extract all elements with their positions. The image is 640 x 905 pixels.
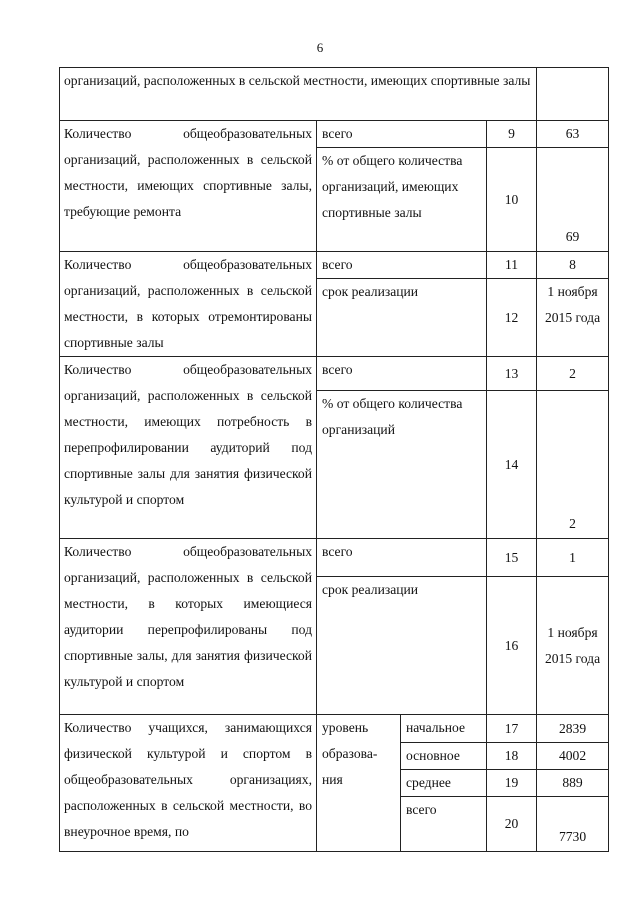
sub-label: начальное [401,715,487,743]
row-label: всего [317,252,487,279]
row-number: 20 [487,797,537,852]
row-value: 1 [537,539,609,577]
row-value: 2 [537,357,609,391]
row-number: 12 [487,279,537,357]
row-number: 9 [487,121,537,148]
row-description: Количество общеобразовательных организаций, расположенных в сельской местности, имеющих потребность в перепрофилировании аудиторий под спортивные залы для занятия физической культурой и спортом [60,357,317,539]
row-description: Количество общеобразовательных организаций, расположенных в сельской местности, в которых имеющиеся аудитории перепрофилированы под спортивные залы, для занятия физической культурой и спортом [60,539,317,715]
row-value: 889 [537,770,609,797]
row-value: 2839 [537,715,609,743]
row-description: Количество общеобразовательных организаций, расположенных в сельской местности, в которых отремонтированы спортивные залы [60,252,317,357]
row-description: Количество учащихся, занимающихся физической культурой и спортом в общеобразовательных организациях, расположенных в сельской местности, во внеурочное время, по [60,715,317,852]
row-number: 16 [487,577,537,715]
table-row [60,121,609,148]
sub-label: основное [401,743,487,770]
row-number: 18 [487,743,537,770]
row-description: Количество общеобразовательных организаций, расположенных в сельской местности, имеющих спортивные залы, требующие ремонта [60,121,317,252]
row-value: 63 [537,121,609,148]
row-number: 19 [487,770,537,797]
row-number: 15 [487,539,537,577]
row-label: всего [317,121,487,148]
row-label: срок реализации [317,577,487,715]
row-label: всего [317,357,487,391]
row-value: 8 [537,252,609,279]
row-label: срок реализации [317,279,487,357]
row-value: 69 [537,148,609,252]
row-value: 2 [537,391,609,539]
value-cell [537,68,609,121]
row-label: всего [317,539,487,577]
row-number: 10 [487,148,537,252]
indicators-table [59,67,609,852]
row-number: 14 [487,391,537,539]
row-number: 17 [487,715,537,743]
row-label: % от общего количества организаций [317,391,487,539]
sub-label: среднее [401,770,487,797]
row-label: % от общего количества организаций, имеющих спортивные залы [317,148,487,252]
table-row [60,68,609,121]
table-row [60,715,609,743]
row-value: 4002 [537,743,609,770]
group-label: уровень образова-ния [317,715,401,852]
sub-label: всего [401,797,487,852]
row-value: 1 ноября 2015 года [537,577,609,715]
table-row [60,252,609,279]
row-number: 13 [487,357,537,391]
table-row [60,539,609,577]
row-value: 7730 [537,797,609,852]
row-description: организаций, расположенных в сельской местности, имеющих спортивные залы [60,68,537,121]
row-number: 11 [487,252,537,279]
row-value: 1 ноября 2015 года [537,279,609,357]
page-number: 6 [316,40,324,55]
table-row [60,357,609,391]
